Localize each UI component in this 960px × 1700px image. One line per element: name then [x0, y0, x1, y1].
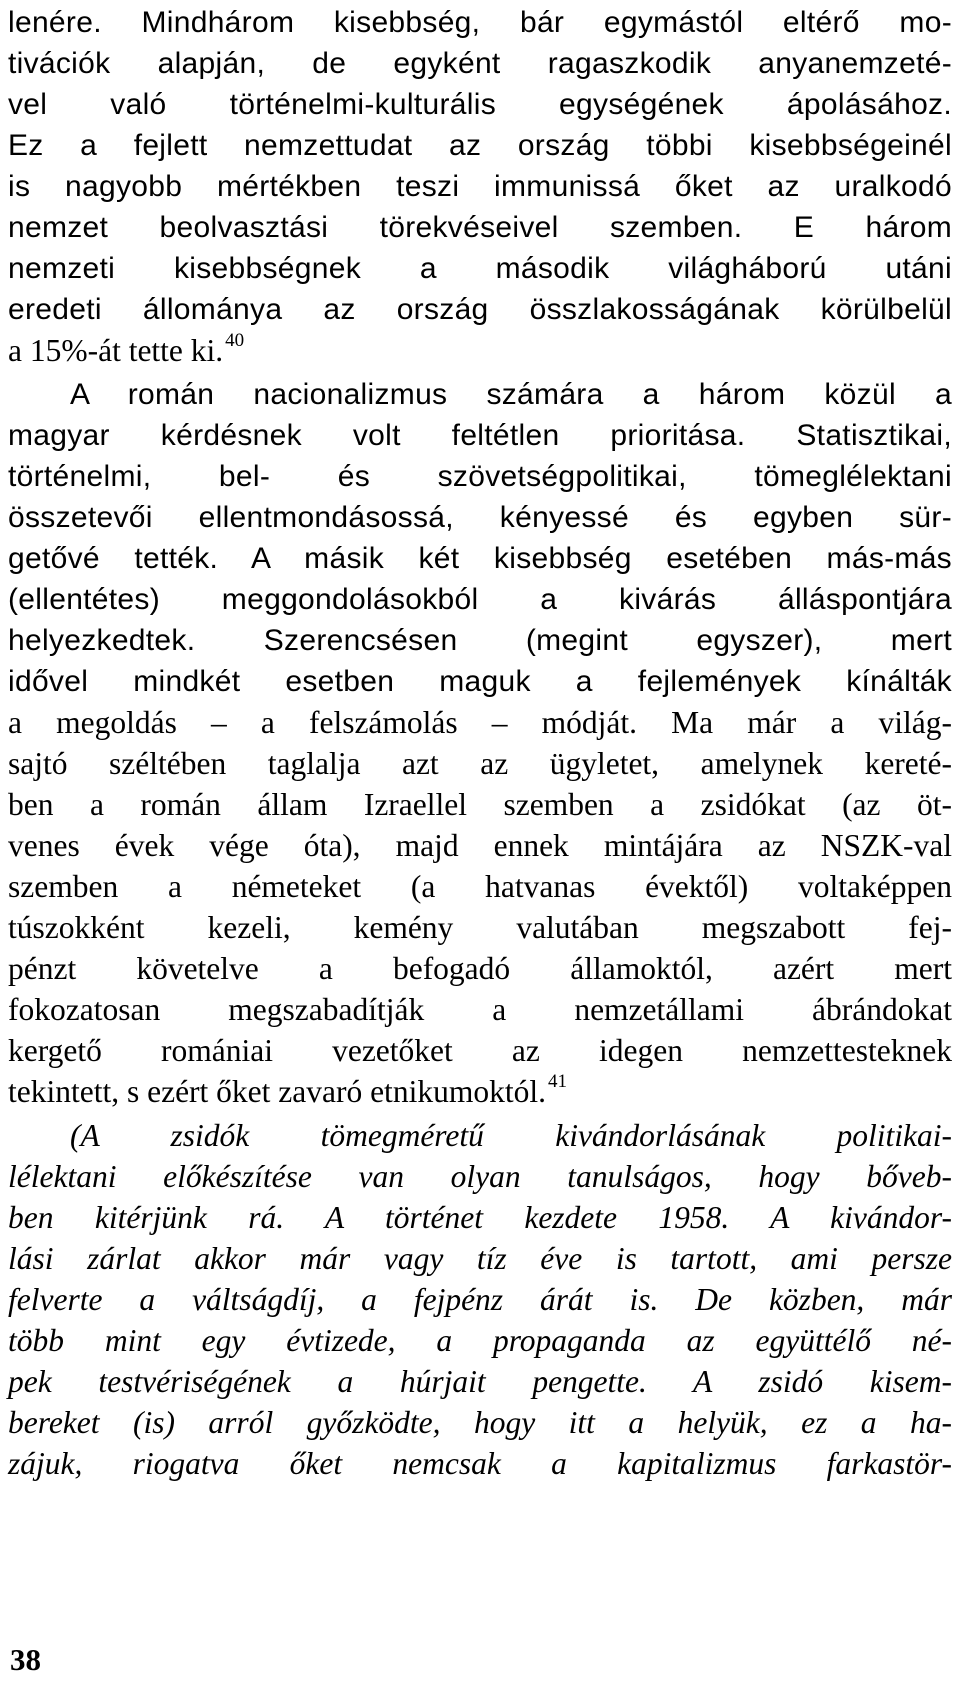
text-line: lélektani előkészítése van olyan tanulságos, hogy bőveb- — [8, 1159, 952, 1194]
text-line — [8, 331, 952, 371]
text-line: történelmi, bel- és szövetségpolitikai, tömeglélektani — [8, 460, 952, 493]
text-line: pénzt követelve a befogadó államoktól, azért mert — [8, 951, 952, 986]
text-line: getővé tették. A másik két kisebbség esetében más-más — [8, 542, 952, 575]
text-line: a megoldás – a felszámolás – módját. Ma már a világ- — [8, 705, 952, 740]
text-line-content: a 15%-át tette ki. — [8, 333, 224, 368]
text-line: nemzet beolvasztási törekvéseivel szemben. E három — [8, 211, 952, 244]
text-line: vel való történelmi-kulturális egységének ápolásához. — [8, 88, 952, 121]
text-line — [8, 1072, 952, 1112]
text-line: tivációk alapján, de egyként ragaszkodik anyanemzeté- — [8, 47, 952, 80]
text-line: felverte a váltságdíj, a fejpénz árát is. De közben, már — [8, 1282, 952, 1317]
text-line: túszokként kezeli, kemény valutában megszabott fej- — [8, 910, 952, 945]
footnote-reference: 40 — [225, 330, 245, 351]
paragraph-start-line: (A zsidók tömegméretű kivándorlásának politikai- — [70, 1118, 952, 1153]
text-line: idővel mindkét esetben maguk a fejlemények kínálták — [8, 665, 952, 698]
footnote-reference: 41 — [547, 1071, 567, 1092]
text-line: szemben a németeket (a hatvanas évektől) voltaképpen — [8, 869, 952, 904]
paragraph-start-line: A román nacionalizmus számára a három közül a — [70, 378, 952, 411]
text-line: ben kitérjünk rá. A történet kezdete 1958. A kivándor- — [8, 1200, 952, 1235]
text-line: zájuk, riogatva őket nemcsak a kapitalizmus farkastör- — [8, 1446, 952, 1481]
text-line: pek testvériségének a húrjait pengette. A zsidó kisem- — [8, 1364, 952, 1399]
text-line: lenére. Mindhárom kisebbség, bár egymástól eltérő mo- — [8, 6, 952, 39]
text-line: helyezkedtek. Szerencsésen (megint egyszer), mert — [8, 624, 952, 657]
text-line: nemzeti kisebbségnek a második világháború utáni — [8, 252, 952, 285]
text-line: is nagyobb mértékben teszi immunissá őket az uralkodó — [8, 170, 952, 203]
text-line: (ellentétes) meggondolásokból a kivárás álláspontjára — [8, 583, 952, 616]
text-line: bereket (is) arról győzködte, hogy itt a helyük, ez a ha- — [8, 1405, 952, 1440]
page-number: 38 — [10, 1642, 41, 1677]
text-line: kergető romániai vezetőket az idegen nemzettesteknek — [8, 1033, 952, 1068]
text-line: sajtó széltében taglalja azt az ügyletet, amelynek kereté- — [8, 746, 952, 781]
text-line: Ez a fejlett nemzettudat az ország többi kisebbségeinél — [8, 129, 952, 162]
text-line: több mint egy évtizede, a propaganda az együttélő né- — [8, 1323, 952, 1358]
text-line-content: tekintett, s ezért őket zavaró etnikumoktól. — [8, 1074, 546, 1109]
text-line: magyar kérdésnek volt feltétlen prioritása. Statisztikai, — [8, 419, 952, 452]
text-line: fokozatosan megszabadítják a nemzetállami ábrándokat — [8, 992, 952, 1027]
text-line: eredeti állománya az ország összlakosságának körülbelül — [8, 293, 952, 326]
text-line: ben a román állam Izraellel szemben a zsidókat (az öt- — [8, 787, 952, 822]
text-line: lási zárlat akkor már vagy tíz éve is tartott, ami persze — [8, 1241, 952, 1276]
text-line: összetevői ellentmondásossá, kényessé és egyben sür- — [8, 501, 952, 534]
text-line: venes évek vége óta), majd ennek mintájára az NSZK-val — [8, 828, 952, 863]
